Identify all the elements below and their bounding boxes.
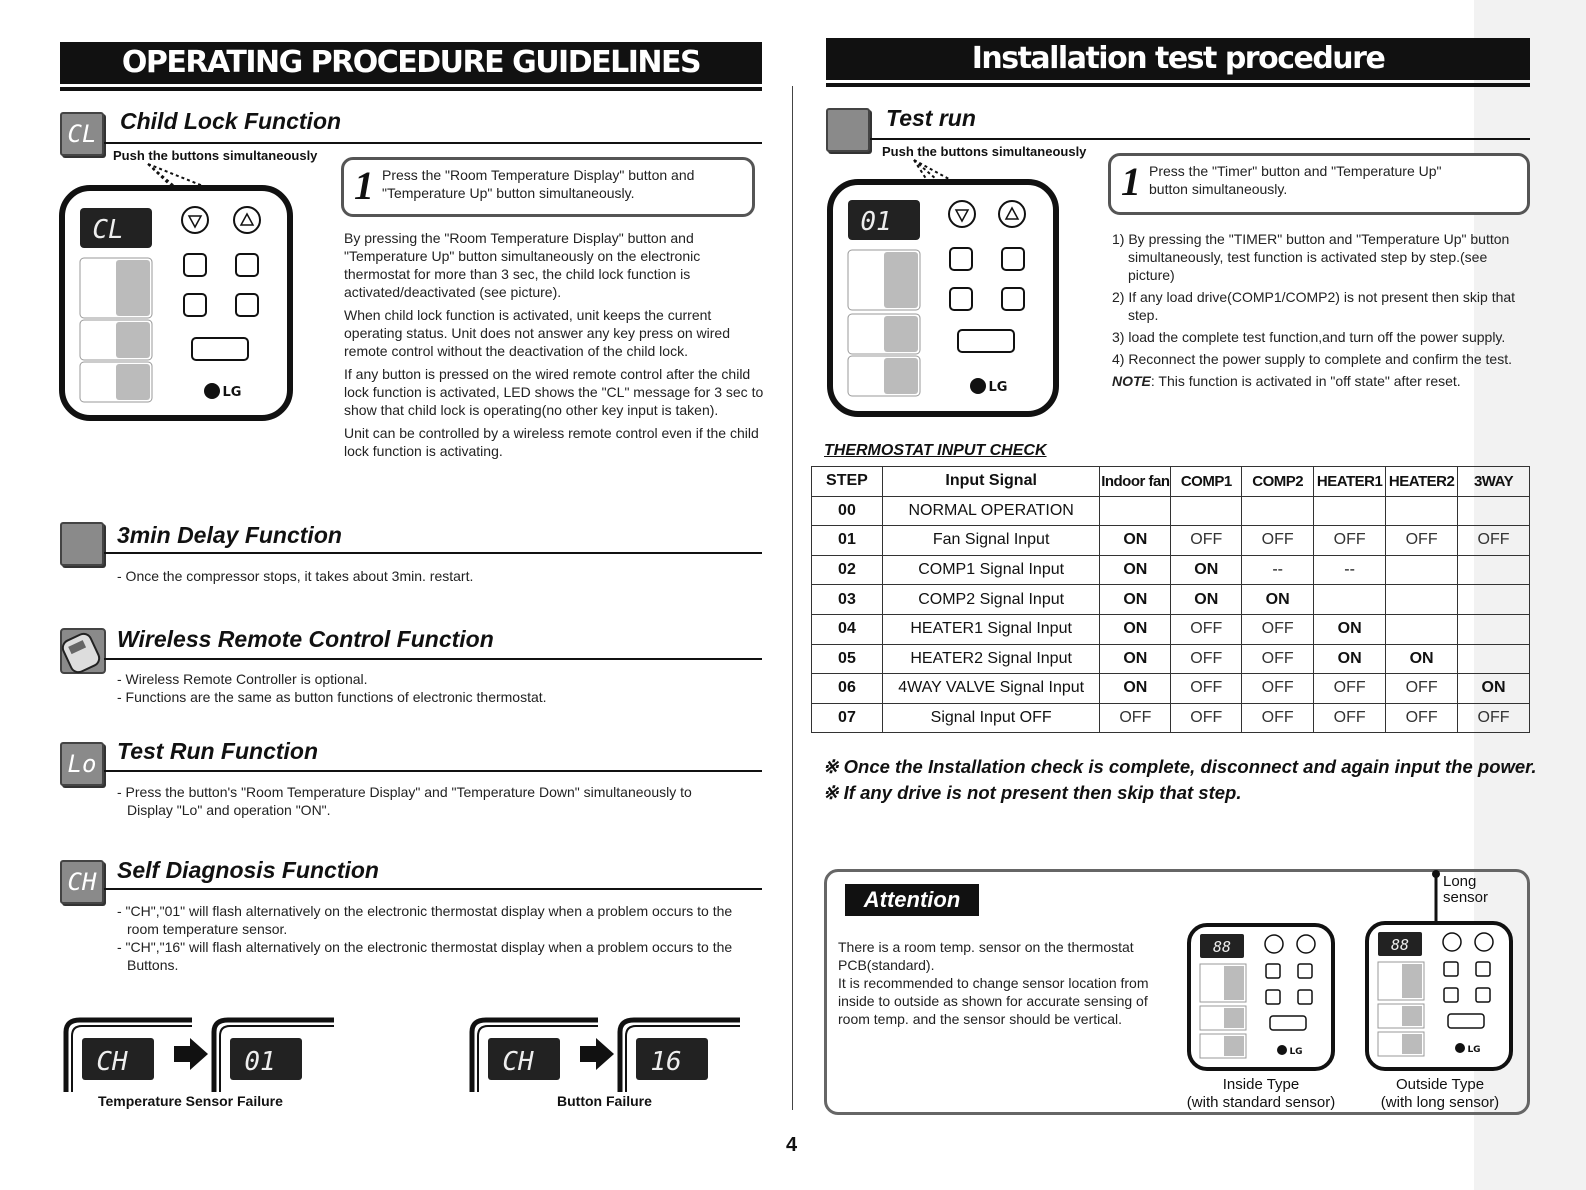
table-cell: [1171, 496, 1242, 526]
section-rule: [104, 658, 762, 660]
table-cell: OFF: [1386, 674, 1458, 704]
type-label: Inside Type: [1222, 1076, 1300, 1093]
text-line: - Wireless Remote Controller is optional.: [117, 671, 368, 687]
table-cell: OFF: [1100, 703, 1171, 733]
display-16: 16: [650, 1047, 682, 1077]
table-cell: [1314, 585, 1386, 615]
paragraph: By pressing the "Room Temperature Display" button and "Temperature Up" button simultaneously on the electronic thermostat for more than 3 sec, the child lock function is activated/deactivated (see picture).: [344, 230, 701, 300]
sensor-failure-caption: Temperature Sensor Failure: [98, 1093, 283, 1109]
table-row: [812, 703, 1530, 733]
table-cell: [1386, 555, 1458, 585]
table-cell: OFF: [1171, 644, 1242, 674]
type-sublabel: (with standard sensor): [1186, 1094, 1336, 1111]
step-number: 1: [1121, 159, 1141, 204]
section-rule: [104, 552, 762, 554]
section-rule: [104, 888, 762, 890]
table-header-row: [812, 467, 1530, 497]
list-item: 4) Reconnect the power supply to complete and confirm the test.: [1112, 351, 1512, 367]
test-run-step-box: [1108, 153, 1530, 215]
page-number: 4: [786, 1134, 798, 1156]
svg-text:LG: LG: [222, 385, 242, 400]
display-ch: CH: [502, 1047, 534, 1077]
svg-text:LG: LG: [988, 380, 1008, 395]
column-header: Indoor fan: [1100, 467, 1171, 497]
table-cell: OFF: [1242, 703, 1314, 733]
page-title-right: Installation test procedure: [826, 38, 1530, 80]
svg-text:88: 88: [1212, 938, 1232, 956]
column-header: STEP: [812, 467, 883, 497]
wireless-title: Wireless Remote Control Function: [117, 626, 494, 652]
svg-text:LG: LG: [1289, 1047, 1303, 1057]
note-line-1: ※ Once the Installation check is complete, disconnect and again input the power.: [823, 756, 1537, 777]
table-cell: ON: [1171, 585, 1242, 615]
note-label: NOTE: [1112, 373, 1151, 389]
svg-text:CL: CL: [92, 215, 124, 245]
table-cell: [1458, 496, 1530, 526]
table-cell: ON: [1242, 585, 1314, 615]
column-header: HEATER1: [1314, 467, 1386, 497]
child-lock-title: Child Lock Function: [120, 108, 342, 134]
table-cell: HEATER2 Signal Input: [882, 644, 1100, 674]
note-text: : This function is activated in "off state" after reset.: [1150, 373, 1461, 389]
table-cell: COMP2 Signal Input: [882, 585, 1100, 615]
table-cell: 04: [812, 614, 883, 644]
table-cell: OFF: [1458, 703, 1530, 733]
paragraph: Unit can be controlled by a wireless remote control even if the child lock function is activating.: [344, 425, 759, 459]
table-row: [812, 585, 1530, 615]
table-cell: ON: [1100, 614, 1171, 644]
table-cell: [1458, 585, 1530, 615]
display-ch: CH: [96, 1047, 128, 1077]
column-header: Input Signal: [882, 467, 1100, 497]
table-row: [812, 674, 1530, 704]
table-cell: OFF: [1171, 674, 1242, 704]
svg-text:01: 01: [860, 207, 892, 237]
table-row: [812, 526, 1530, 556]
delay-description: [117, 567, 757, 585]
column-header: COMP2: [1242, 467, 1314, 497]
table-cell: --: [1314, 555, 1386, 585]
table-cell: OFF: [1458, 526, 1530, 556]
table-cell: [1386, 496, 1458, 526]
self-diagnosis-description: [117, 902, 757, 974]
test-run-description: [117, 783, 727, 819]
table-cell: [1458, 555, 1530, 585]
button-failure-caption: Button Failure: [557, 1093, 652, 1109]
table-row: [812, 644, 1530, 674]
thermostat-input-table: [811, 466, 1530, 733]
text-line: - "CH","16" will flash alternatively on the electronic thermostat display when a problem occurs to the Buttons.: [117, 939, 733, 973]
table-cell: OFF: [1314, 674, 1386, 704]
table-cell: OFF: [1314, 703, 1386, 733]
table-cell: ON: [1100, 526, 1171, 556]
thermostat-illustration-test-run: [826, 158, 1066, 420]
paragraph: If any button is pressed on the wired remote control after the child lock function is activated, LED shows the "CL" message for 3 sec to show that child lock is operating(no other key input is taken).: [344, 366, 764, 418]
table-cell: [1100, 496, 1171, 526]
table-cell: ON: [1100, 644, 1171, 674]
table-cell: ON: [1314, 614, 1386, 644]
sensor-failure-illustration: [62, 1014, 352, 1092]
table-cell: Fan Signal Input: [882, 526, 1100, 556]
table-cell: [1458, 644, 1530, 674]
table-row: [812, 614, 1530, 644]
table-cell: ON: [1100, 585, 1171, 615]
button-failure-illustration: [468, 1014, 758, 1092]
step-text: Press the "Timer" button and "Temperature Up" button simultaneously.: [1149, 163, 1442, 197]
section-rule: [104, 142, 762, 144]
table-cell: OFF: [1171, 614, 1242, 644]
table-cell: OFF: [1242, 614, 1314, 644]
step-text: Press the "Room Temperature Display" button and "Temperature Up" button simultaneously.: [382, 167, 695, 201]
table-cell: [1242, 496, 1314, 526]
table-cell: OFF: [1386, 703, 1458, 733]
svg-text:88: 88: [1390, 936, 1410, 954]
child-lock-icon: CL: [60, 112, 104, 156]
table-cell: [1386, 585, 1458, 615]
table-cell: --: [1242, 555, 1314, 585]
long-sensor-label: Long sensor: [1443, 873, 1489, 906]
check-table-title: THERMOSTAT INPUT CHECK: [824, 442, 1047, 459]
table-cell: OFF: [1386, 526, 1458, 556]
table-cell: ON: [1458, 674, 1530, 704]
table-cell: ON: [1100, 555, 1171, 585]
table-row: [812, 496, 1530, 526]
table-cell: OFF: [1242, 526, 1314, 556]
table-cell: COMP1 Signal Input: [882, 555, 1100, 585]
column-header: 3WAY: [1458, 467, 1530, 497]
svg-text:LG: LG: [1467, 1045, 1481, 1055]
section-rule: [870, 138, 1530, 140]
table-cell: OFF: [1171, 526, 1242, 556]
table-cell: ON: [1386, 644, 1458, 674]
table-cell: [1386, 614, 1458, 644]
table-cell: ON: [1171, 555, 1242, 585]
self-diagnosis-title: Self Diagnosis Function: [117, 857, 379, 883]
table-cell: OFF: [1314, 526, 1386, 556]
table-cell: HEATER1 Signal Input: [882, 614, 1100, 644]
column-header: HEATER2: [1386, 467, 1458, 497]
table-cell: 02: [812, 555, 883, 585]
section-rule: [104, 770, 762, 772]
table-cell: [1314, 496, 1386, 526]
table-cell: OFF: [1242, 674, 1314, 704]
note-line: [1112, 372, 1526, 390]
remote-control-icon: [60, 628, 106, 674]
table-cell: OFF: [1171, 703, 1242, 733]
step-number: 1: [354, 163, 374, 208]
text-line: - Press the button's "Room Temperature Display" and "Temperature Down" simultaneously to Display "Lo" and operation "ON".: [117, 784, 692, 818]
test-run-title-right: Test run: [886, 105, 976, 131]
paragraph: When child lock function is activated, unit keeps the current operating status. Unit does not answer any key press on wired remote control without the deactivation of the child lock.: [344, 307, 730, 359]
table-cell: ON: [1314, 644, 1386, 674]
attention-text: [838, 938, 1168, 1028]
text-line: - Functions are the same as button functions of electronic thermostat.: [117, 689, 547, 705]
table-cell: OFF: [1242, 644, 1314, 674]
table-cell: 00: [812, 496, 883, 526]
text-line: - "CH","01" will flash alternatively on the electronic thermostat display when a problem occurs to the room temperature sensor.: [117, 903, 733, 937]
type-label: Outside Type: [1395, 1076, 1485, 1093]
table-cell: 03: [812, 585, 883, 615]
display-01: 01: [244, 1047, 276, 1077]
push-label: Push the buttons simultaneously: [113, 148, 318, 163]
inside-type-thermostat: [1186, 922, 1336, 1072]
table-cell: 01: [812, 526, 883, 556]
text-line: - Once the compressor stops, it takes about 3min. restart.: [117, 568, 474, 584]
table-cell: 05: [812, 644, 883, 674]
table-cell: NORMAL OPERATION: [882, 496, 1100, 526]
child-lock-description: [344, 229, 764, 465]
table-cell: 07: [812, 703, 883, 733]
child-lock-step-box: [341, 157, 755, 217]
title-underline: [60, 87, 762, 91]
list-item: 3) load the complete test function,and turn off the power supply.: [1112, 329, 1506, 345]
attention-label: Attention: [845, 884, 979, 916]
column-header: COMP1: [1171, 467, 1242, 497]
thermostat-illustration-child-lock: [58, 160, 298, 425]
table-cell: [1458, 614, 1530, 644]
test-run-steps: [1112, 230, 1526, 390]
delay-icon: [60, 522, 104, 566]
delay-title: 3min Delay Function: [117, 522, 342, 548]
test-run-icon-right: [826, 108, 870, 152]
inside-type-caption: [1168, 1076, 1354, 1112]
list-item: 2) If any load drive(COMP1/COMP2) is not present then skip that step.: [1112, 289, 1516, 323]
table-cell: ON: [1100, 674, 1171, 704]
table-row: [812, 555, 1530, 585]
table-cell: Signal Input OFF: [882, 703, 1100, 733]
self-diagnosis-icon: CH: [60, 860, 104, 904]
push-label: Push the buttons simultaneously: [882, 144, 1087, 159]
note-line-2: ※ If any drive is not present then skip that step.: [823, 782, 1242, 803]
page-title-left: OPERATING PROCEDURE GUIDELINES: [60, 42, 762, 84]
page-divider: [792, 86, 793, 1110]
list-item: 1) By pressing the "TIMER" button and "Temperature Up" button simultaneously, test function is activated step by step.(see picture): [1112, 231, 1510, 283]
table-cell: 4WAY VALVE Signal Input: [882, 674, 1100, 704]
title-underline: [826, 83, 1530, 87]
wireless-description: [117, 670, 757, 706]
test-run-title: Test Run Function: [117, 738, 319, 764]
text-line: It is recommended to change sensor location from inside to outside as shown for accurate sensing of room temp. and the sensor should be vertical.: [838, 975, 1149, 1027]
type-sublabel: (with long sensor): [1380, 1094, 1500, 1111]
test-run-icon: Lo: [60, 742, 104, 786]
text-line: There is a room temp. sensor on the thermostat PCB(standard).: [838, 939, 1134, 973]
outside-type-caption: [1350, 1076, 1530, 1112]
table-cell: 06: [812, 674, 883, 704]
